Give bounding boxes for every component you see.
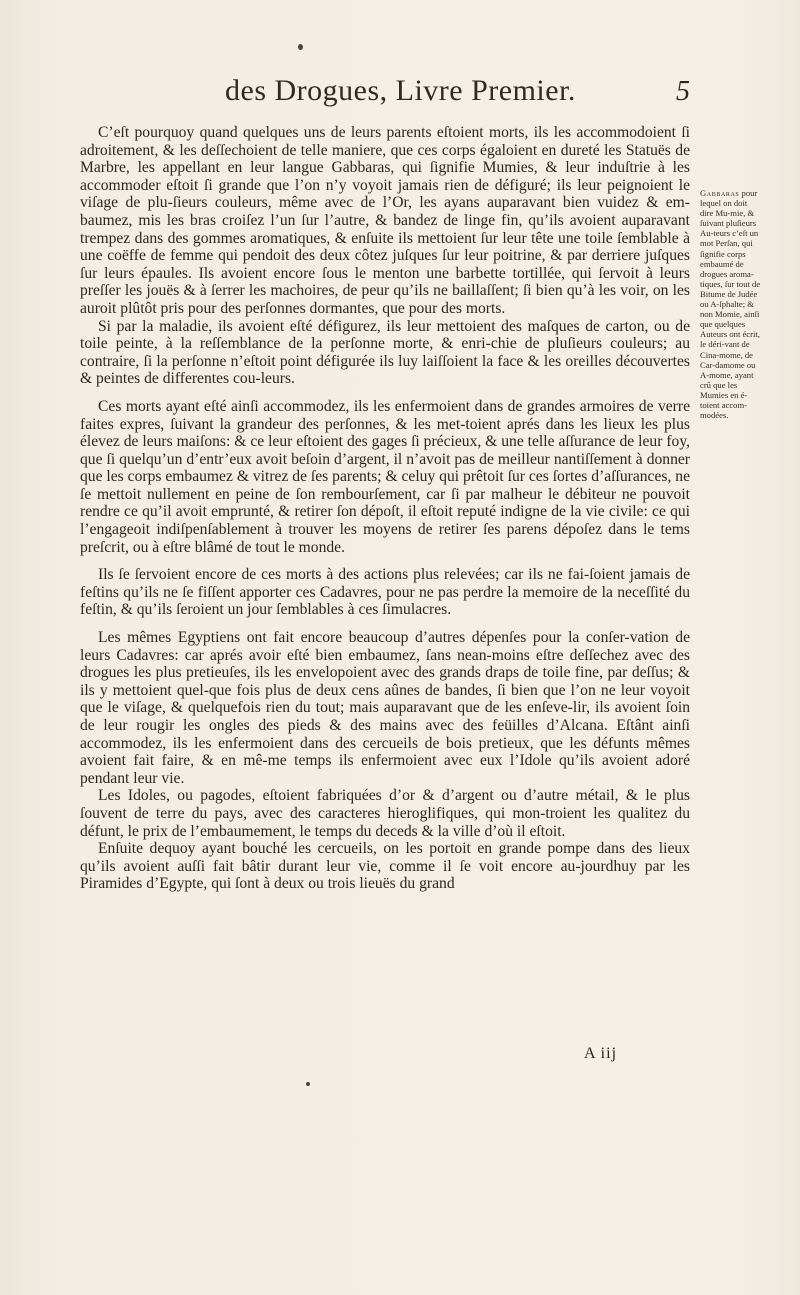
paragraph: Ces morts ayant eſté ainſi accommodez, ils les enfermoient dans de grandes armoires de verre faites expres, ſuivant la grandeur des perſonnes, & les met-toient aprés dans les lieux les plus élevez de leurs maiſons: & ce leur eſtoient des gages ſi précieux, & une telle aſſurance de leur foy, que ſi quelqu’un d’entr’eux avoit beſoin d’argent, il n’avoit pas de meilleur nantiſſement à donner que les corps embaumez & vitrez de ſes parents; & celuy qui prêtoit ſur ces ſortes d’aſſurances, ne ſe mettoit nullement en peine de ſon rembourſement, car ſi par malheur le débiteur ne pouvoit rendre ce qu’il avoit emprunté, & retirer ſon dépoſt, il eſtoit reputé indigne de la vie civile: ce qui l’engageoit indiſpenſablement à trouver les moyens de retirer ſes parens dépoſez dans le tems preſcrit, ou à eſtre blâmé de tout le monde. (80, 397, 690, 556)
paragraph: Si par la maladie, ils avoient eſté défigurez, ils leur mettoient des maſques de carton, ou de toile peinte, à la reſſemblance de la perſonne morte, & enri-chie de pluſieurs couleurs; au contraire, ſi la perſonne n’eſtoit point défigurée ils luy laiſſoient la face & les oreilles découvertes & peintes de differentes cou-leurs. (80, 317, 690, 388)
paragraph: C’eſt pourquoy quand quelques uns de leurs parents eſtoient morts, ils les accommodoient ſi adroitement, & les deſſechoient de telle maniere, que ces corps égaloient en dureté les Statuës de Marbre, les appellant en leur langue Gabbaras, qui ſignifie Mumies, & leur induſtrie à les accommoder eſtoit ſi grande que l’on n’y voyoit jamais rien de défiguré; ils leur peignoient le viſage de plu-ſieurs couleurs, même avec de l’Or, les ayans auparavant bien vuidez & em-baumez, mis les bras croiſez l’un ſur l’autre, & bandez de linge fin, qu’ils avoient auparavant trempez dans des gommes aromatiques, & enſuite ils mettoient ſur leur tête une toile ſemblable à une coëffe de femme qui pendoit des deux côtez juſques ſur leur poitrine, & par derriere juſques ſur leurs épaules. Ils avoient encore ſous le menton une barbette tortillée, qui ſervoit à leurs preſſer les jouës & à ſerrer les machoires, de peur qu’ils ne baillaſſent; ſi bien qu’à les voir, on les auroit plûtôt pris pour des perſonnes dormantes, que pour des morts. (80, 124, 690, 317)
running-title: des Drogues, Livre Premier. (225, 74, 576, 107)
page-header (80, 74, 700, 116)
main-text (80, 124, 690, 893)
paragraph: Ils ſe ſervoient encore de ces morts à des actions plus relevées; car ils ne fai-ſoient jamais de feſtins qu’ils ne ſe fiſſent apporter ces Cadavres, pour ne pas perdre la memoire de la neceſſité du feſtin, & qu’ils ſeroient un jour ſemblables à ces ſimulacres. (80, 566, 690, 619)
ink-speck (306, 1082, 310, 1086)
margin-note (700, 188, 762, 420)
page-number: 5 (676, 76, 690, 107)
margin-note-lead: Gabbaras (700, 188, 740, 198)
margin-note-text: pour lequel on doit dire Mu-mie, & ſuivant pluſieurs Au-teurs c’eſt un mot Perſan, qui ſignifie corps embaumé de drogues aroma-tiques, ſur tout de Bitume de Judée ou A-ſphalte; & non Momie, ainſi que quelques Auteurs ont écrit, le déri-vant de Cina-mome, de Car-damome ou A-mome, ayant crû que les Mumies en é-toient accom-modées. (700, 188, 761, 421)
paragraph: Enſuite dequoy ayant bouché les cercueils, on les portoit en grande pompe dans des lieux qu’ils avoient auſſi fait bâtir durant leur vie, comme il ſe voit encore au-jourdhuy par les Piramides d’Egypte, qui ſont à deux ou trois lieuës du grand (80, 840, 690, 893)
signature-mark: A iij (584, 1045, 618, 1062)
paragraph: Les Idoles, ou pagodes, eſtoient fabriquées d’or & d’argent ou d’autre métail, & le plus ſouvent de terre du pays, avec des caracteres hieroglifiques, qui mon-troient les qualitez du défunt, le prix de l’embaumement, le temps du deceds & la ville d’où il eſtoit. (80, 787, 690, 840)
ink-speck (298, 44, 303, 50)
paragraph: Les mêmes Egyptiens ont fait encore beaucoup d’autres dépenſes pour la conſer-vation de leurs Cadavres: car aprés avoir eſté bien embaumez, ſans nean-moins eſtre deſſechez avec des drogues les plus pretieuſes, ils les envelopoient avec des grands draps de toile fine, par deſſus; & ils y mettoient quel-que fois plus de deux cens aûnes de bandes, ſi bien que l’on ne leur voyoit que le viſage, & quelquefois rien du tout; mais auparavant que de les enſeve-lir, ils avoient ſoin de leur rougir les ongles des pieds & des mains avec des feüilles d’Alcana. Eſtânt ainſi accommodez, ils les enfermoient dans des cercueils de bois pretieux, que les défunts mêmes avoient fait faire, & en mê-me temps ils enfermoient avec eux l’Idole qu’ils avoient adoré pendant leur vie. (80, 629, 690, 787)
